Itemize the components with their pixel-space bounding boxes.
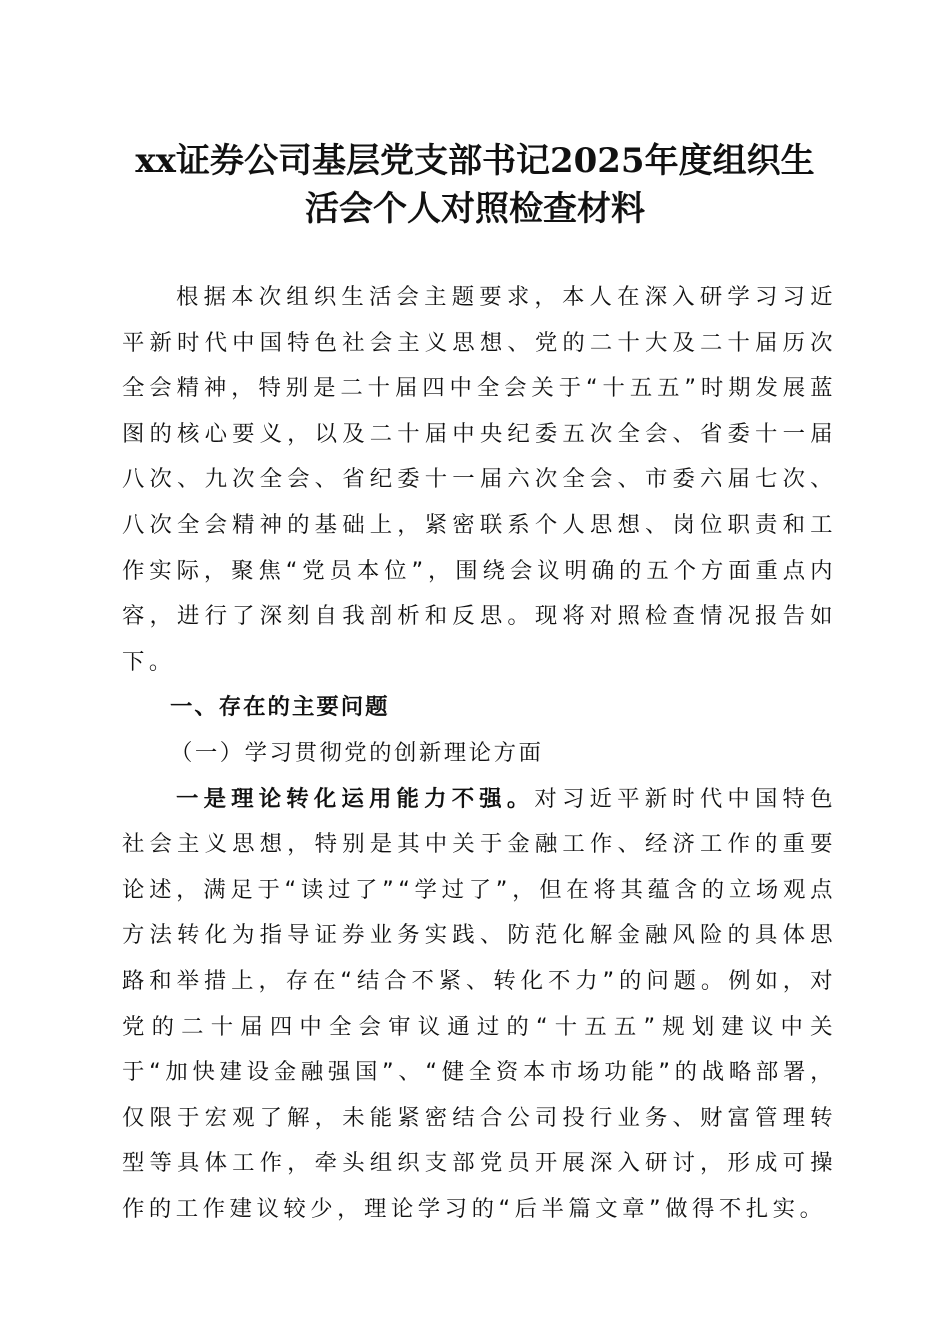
section-heading: 一、存在的主要问题 [170, 694, 390, 721]
point-paragraph [122, 777, 837, 1233]
point-body: 对习近平新时代中国特色社会主义思想，特别是其中关于金融工作、经济工作的重要论述，满足于“读过了”“学过了”，但在将其蕴含的立场观点方法转化为指导证券业务实践、防范化解金融风险的具体思路和举措上，存在“结合不紧、转化不力”的问题。例如，对党的二十届四中全会审议通过的“十五五”规划建议中关于“加快建设金融强国”、“健全资本市场功能”的战略部署，仅限于宏观了解，未能紧密结合公司投行业务、财富管理转型等具体工作，牵头组织支部党员开展深入研讨，形成可操作的工作建议较少，理论学习的“后半篇文章”做得不扎实。 [122, 785, 838, 1222]
document-body [122, 275, 837, 1232]
intro-paragraph: 根据本次组织生活会主题要求，本人在深入研学习习近平新时代中国特色社会主义思想、党的二十大及二十届历次全会精神，特别是二十届四中全会关于“十五五”时期发展蓝图的核心要义，以及二十届中央纪委五次全会、省委十一届八次、九次全会、省纪委十一届六次全会、市委六届七次、八次全会精神的基础上，紧密联系个人思想、岗位职责和工作实际，聚焦“党员本位”，围绕会议明确的五个方面重点内容，进行了深刻自我剖析和反思。现将对照检查情况报告如下。 [122, 284, 837, 675]
title-line-1: xx证券公司基层党支部书记2025年度组织生 [135, 141, 815, 181]
document-title [100, 137, 850, 233]
point-lead: 一是理论转化运用能力不强。 [176, 785, 535, 812]
subsection-heading: （一）学习贯彻党的创新理论方面 [170, 739, 544, 766]
title-line-2: 活会个人对照检查材料 [305, 189, 645, 229]
